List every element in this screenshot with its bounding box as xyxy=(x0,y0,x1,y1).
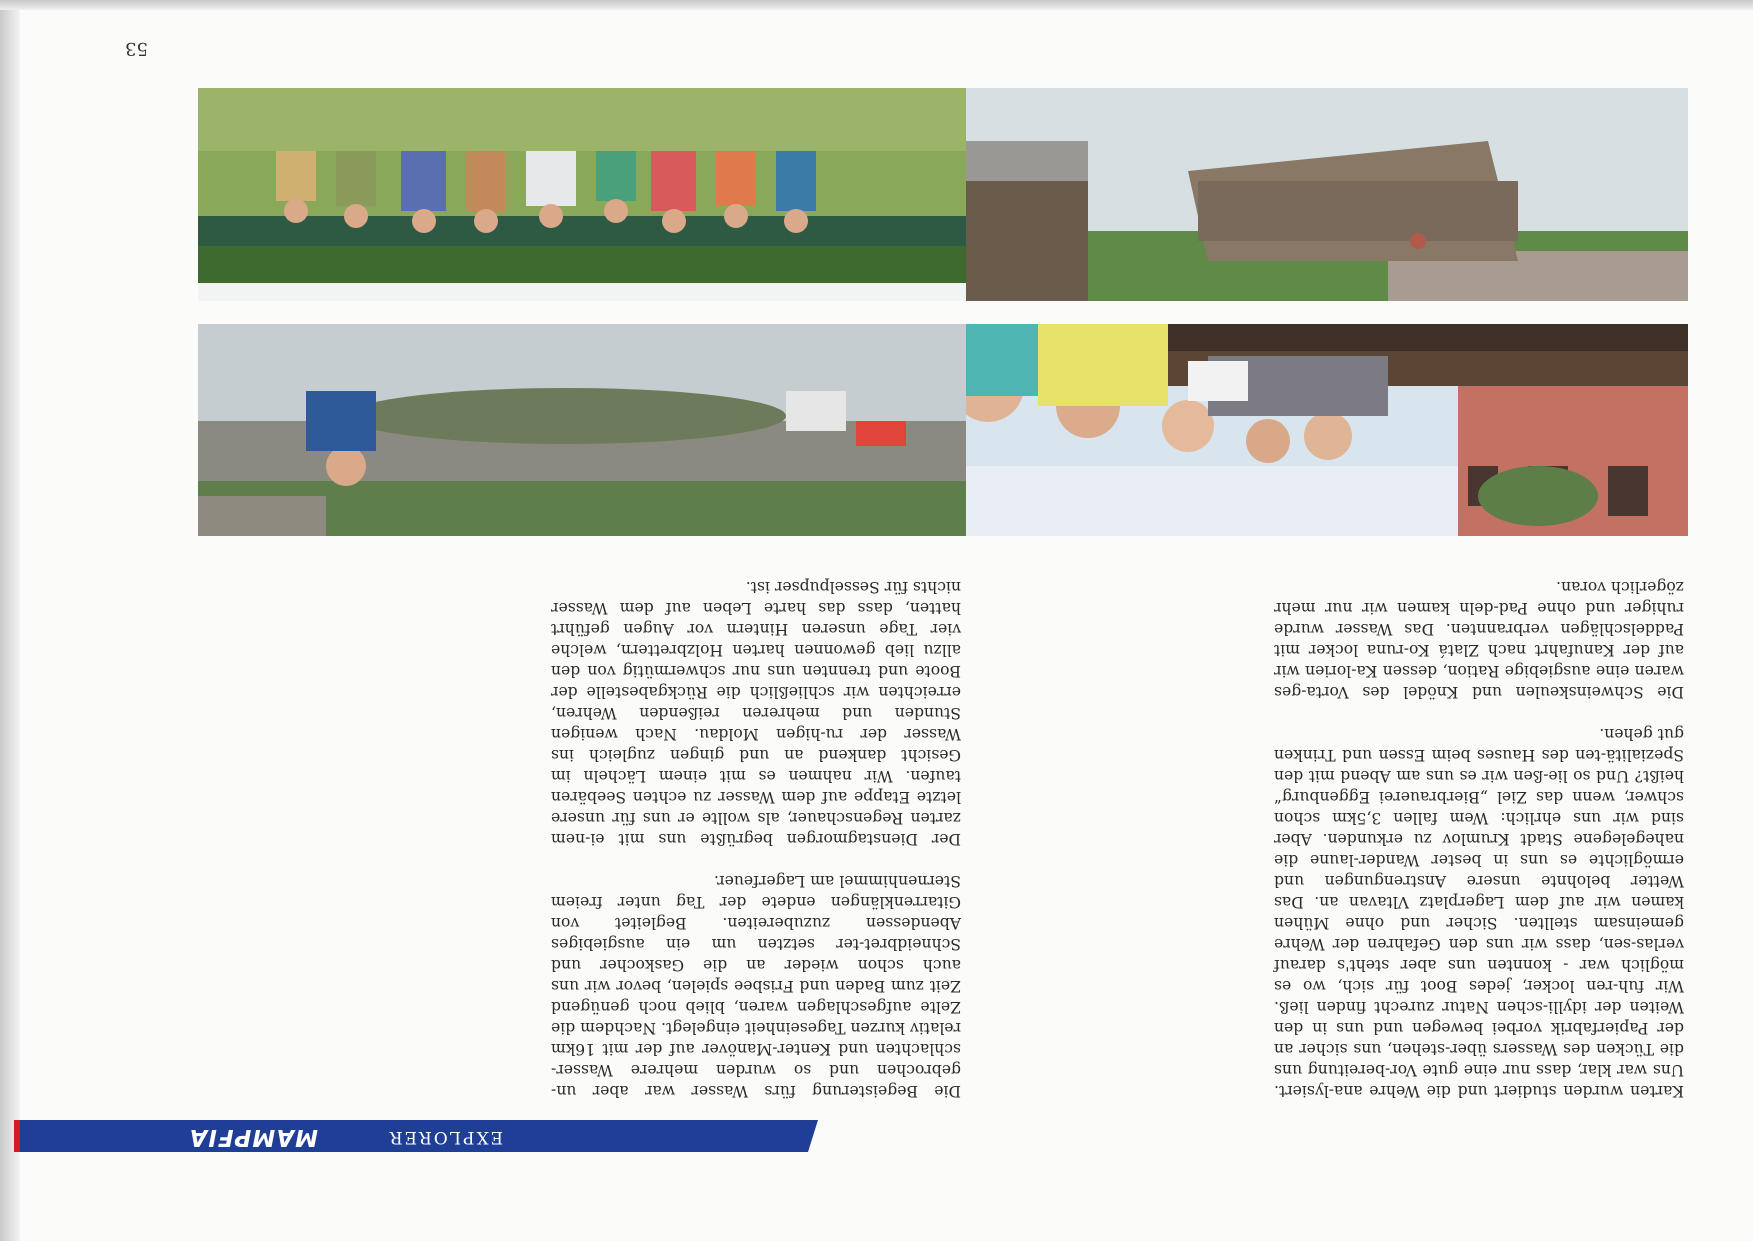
text-column-right xyxy=(551,576,961,1101)
photo-group-selfie xyxy=(912,324,1688,536)
page-edge-shadow xyxy=(0,0,20,1241)
page-edge-shadow xyxy=(0,0,1753,10)
section-marker xyxy=(14,1120,20,1152)
paragraph: Der Dienstagmorgen begrüßte uns mit ei-nem zarten Regenschauer, als wollte er uns für unsere letzte Etappe auf dem Wasser zu echten Seebären taufen. Wir nahmen es mit einem Lächeln im Gesicht dankend an und gingen zugleich ins Wasser der ru-higen Moldau. Nach wenigen Stunden und mehreren reißenden Wehren, erreichten wir schließlich die Rückgabestelle der Boote und trennten uns nur schwermütig von den allzu lieb gewonnen harten Holzbrettern, welche vier Tage unseren Hintern vor Augen geführt hatten, dass das harte Leben auf dem Wasser nichts für Sesselpupser ist. xyxy=(551,578,961,848)
brand-logo: MAMPFIA xyxy=(188,1124,318,1150)
section-label: EXPLORER xyxy=(387,1127,503,1147)
paragraph: Die Begeisterung fürs Wasser war aber un-gebrochen und so wurden mehrere Wasser-schlachten und Kenter-Manöver auf der mit 16km relativ kurzen Tageseinheit eingelegt. Nachdem die Zelte aufgeschlagen waren, blieb noch genügend Zeit zum Baden und Frisbee spielen, bevor wir uns auch schon wieder an die Gaskocher und Schneidbret-ter setzten um ein ausgiebiges Abendessen zuzubereiten. Begleitet von Gitarrenklängen endete der Tag unter freiem Sternenhimmel am Lagerfeuer. xyxy=(551,872,961,1100)
paragraph: Karten wurden studiert und die Wehre ana-lysiert. Uns war klar, dass nur eine gute Vor-bereitung uns die Tücken des Wassers über-stehen, uns sicher an der Papierfabrik vorbei bewegen und uns in den Weiten der idylli-schen Natur zurecht finden ließ. Wir fuh-ren locker, jedes Boot für sich, wo es möglich war - konnten uns aber steht's darauf verlas-sen, dass wir uns den Gefahren der Wehre gemeinsam stellten. Sicher und ohne Mühen kamen wir auf dem Lagerplatz Vltavan an. Das Wetter belohnte unsere Anstrengungen und ermöglichte es uns in bester Wander-laune die nahegelegene Stadt Krumlov zu erkunden. Aber sind wir uns ehrlich: Wem fallen 3,5km schon schwer, wenn das Ziel „Bierbrauerei Eggenburg“ heißt? Und so lie-ßen wir es uns am Abend mit den Spezialitä-ten des Hauses beim Essen und Trinken gut gehen. xyxy=(1274,725,1684,1100)
page-number: 53 xyxy=(125,38,148,59)
text-column-left xyxy=(1274,576,1684,1101)
photo-stone-weir xyxy=(912,88,1688,301)
paragraph: Die Schweinskeulen und Knödel des Vorta-ges waren eine ausgiebige Ration, dessen Ka-lorien wir auf der Kanufahrt nach Zlatá Ko-runa locker mit Paddelschlägen verbrannten. Das Wasser wurde ruhiger und ohne Pad-deln kamen wir nur mehr zögerlich voran. xyxy=(1274,578,1684,701)
header-banner xyxy=(20,1120,818,1152)
photo-canoe-river xyxy=(198,324,966,536)
photo-group-meadow xyxy=(198,88,966,301)
